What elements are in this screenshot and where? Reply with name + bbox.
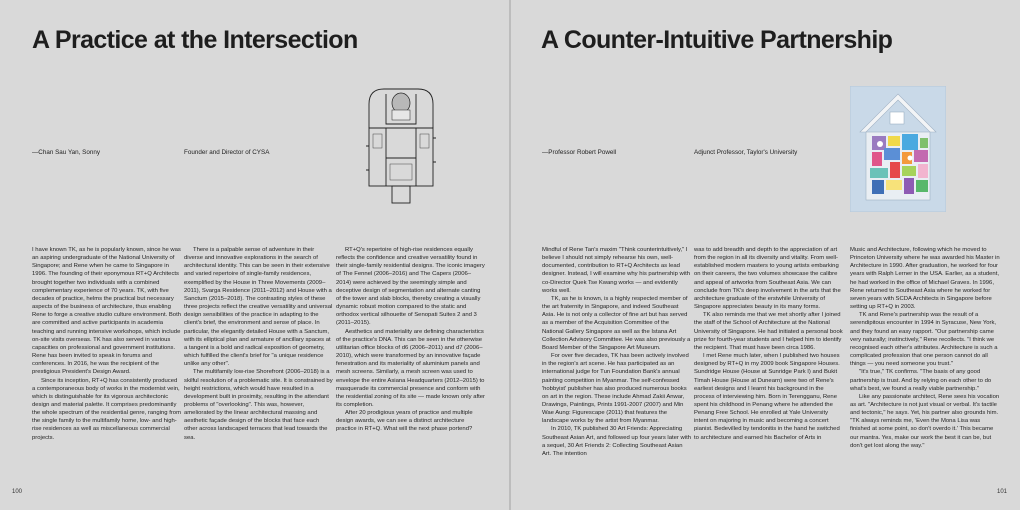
page-number: 101 bbox=[997, 489, 1008, 495]
paragraph: Since its inception, RT+Q has consistently produced a contemporaneous body of works in the modernist vein, which is distinguishable for its vigorous architectonic design and material palette. It comprises predominantly the whole spectrum of the residential genre, ranging from the single family to the multifamily home, low- and high-rise residences as well as miscellaneous commercial projects. bbox=[32, 377, 181, 441]
text-column-2 bbox=[184, 246, 334, 442]
paragraph: I met Rene much later, when I published two houses designed by RT+Q in my 2009 book Singapore Houses. Sundridge House (House at Sunridge Park I) and Bukit Timah House (House at Dunearn) were two of Rene's earliest designs and I learnt his background in the process of interviewing him. Born in Terengganu, Rene spent his childhood in Penang where he attended the Penang Free School. He enrolled at Yale University intent on majoring in music and becoming a concert pianist. Bedevilled by tendonitis in the hand he switched to architecture and earned his Bachelor of Arts in bbox=[694, 353, 840, 441]
floor-plan-drawing bbox=[366, 86, 436, 206]
author-name: —Chan Sau Yan, Sonny bbox=[32, 149, 101, 156]
paragraph: TK and Rene's partnership was the result of a serendipitous encounter in 1994 in Syracuse, New York, and they found an easy rapport. "Our partnership came very naturally; instinctively," Rene recollects. "I think we recognised each other's attributes. Architecture is such a complicated profession that one person cannot do all things — you need someone you trust." bbox=[850, 312, 998, 368]
paragraph: There is a palpable sense of adventure in their diverse and innovative explorations in the search of architectural identity. This can be seen in their extensive and varied repertoire of single-family residences, exemplified by the House in Three Movements (2009–2011), Svarga Residence (2011–2012) and House with a Sanctum (2015–2018). The contrasting styles of these three projects reflect the creative versatility and universal design sensibilities of the practice in adapting to the client's brief, the environment and sense of place. In particular, the elegantly detailed House with a Sanctum, with its elliptical plan and armature of ancillary spaces at a tangent is a bold and radical exposition of geometry, which fulfilled the client's brief for "a unique residence unlike any other". bbox=[184, 247, 333, 368]
paragraph: TK also reminds me that we met shortly after I joined the staff of the School of Architecture at the National University of Singapore. He had initiated a personal book prize for fourth-year students and I helped him to identify the recipient. That must have been circa 1986. bbox=[694, 312, 843, 351]
text-column-3 bbox=[850, 246, 1000, 450]
paragraph: Like any passionate architect, Rene sees his vocation as art. "Architecture is not just visual or verbal. It's tactile and tectonic," he says. Yet, his partner also grounds him. "TK always reminds me, 'Even the Mona Lisa was finished at some point, so don't overdo it.' This became our mantra. Yes, make our work the best it can be, but don't get lost along the way." bbox=[850, 393, 1000, 449]
paragraph: The multifamily low-rise Shorefront (2006–2018) is a skilful resolution of a problematic site. It is constrained by height restrictions, which would have resulted in a development built in proximity, resulting in the attendant problems of "overlooking". This was, however, ameliorated by the linear architectural massing and aesthetic façade design of the blocks that face each other across landscaped terraces that lead towards the sea. bbox=[184, 369, 333, 441]
text-column-2 bbox=[694, 246, 844, 442]
right-page bbox=[511, 0, 1020, 510]
text-column-3 bbox=[336, 246, 486, 434]
painting-image bbox=[850, 86, 946, 212]
page-title: A Counter-Intuitive Partnership bbox=[541, 26, 893, 54]
paragraph: TK, as he is known, is a highly respected member of the art fraternity in Singapore, and indeed Southeast Asia. He is not only a collector of fine art but has served as a member of the Acquisition Committee of the National Gallery Singapore as well as the Istana Art Collection Advisory Committee. He was also previously a Board Member of the Singapore Art Museum. bbox=[542, 295, 691, 351]
paragraph: After 20 prodigious years of practice and multiple design awards, we can see a distinct architecture practice in RT+Q. What will the next phase portend? bbox=[336, 410, 473, 433]
author-role: Founder and Director of CYSA bbox=[184, 149, 270, 156]
author-name: —Professor Robert Powell bbox=[542, 149, 617, 156]
left-page bbox=[0, 0, 509, 510]
page-number: 100 bbox=[12, 489, 23, 495]
text-column-1 bbox=[542, 246, 692, 458]
paragraph: RT+Q's repertoire of high-rise residences equally reflects the confidence and creative versatility found in their single-family residential designs. The iconic imagery of The Fennel (2006–2016) and The Capers (2006–2014) were achieved by the seemingly simple and deceptive design of segmentation and alternate canting of the tower and slab blocks, thereby creating a visually dynamic robust motion compared to the static and orthodox vertical silhouette of Senopati Suites 2 and 3 (2011–2015). bbox=[336, 247, 485, 327]
paragraph: "It's true," TK confirms. "The basis of any good partnership is trust. And by relying on each other to do what's best, we found a really viable partnership." bbox=[850, 369, 992, 392]
paragraph: was to add breadth and depth to the appreciation of art from the region in all its diversity and vitality. From well-established modern masters to young artists embarking on their careers, the two volumes showcase the calibre and appeal of artworks from Southeast Asia. We can conclude from TK's deep involvement in the arts that the architecture graduate of the erstwhile University of Singapore appreciates beauty in its many forms. bbox=[694, 247, 841, 311]
paragraph: Aesthetics and materiality are defining characteristics of the practice's DNA. This can be seen in the otherwise utilitarian office blocks of d6 (2006–2011) and d7 (2006–2010), which were transformed by an innovative façade fenestration and its materiality of aluminium panels and mesh screens. Similarly, a mesh screen was used to envelope the entire Asiana Headquarters (2012–2015) to masquerade its commercial presence and conform with the residential zoning of its site — made known only after its completion. bbox=[336, 328, 485, 408]
page-title: A Practice at the Intersection bbox=[32, 26, 358, 54]
text-column-1 bbox=[32, 246, 182, 442]
paragraph: Music and Architecture, following which he moved to Princeton University where he was awarded his Master in Architecture in 1990. After graduation, he worked for four years with Ralph Lerner in the USA. Earlier, as a student, he had worked in the office of Michael Graves. In 1996, Rene returned to Southeast Asia where he worked for seven years with SCDA Architects in Singapore before setting up RT+Q in 2003. bbox=[850, 247, 1000, 311]
paragraph: For over five decades, TK has been actively involved in the region's art scene. He has participated as an international judge for Tun Foundation Bank's annual painting competition in Myanmar. The self-confessed 'hobbyist' publisher has also produced numerous books on art in the region. These include Ahmad Zakii Anwar, Drawings, Paintings, Prints 1991-2007 (2007) and Min Wae Aung: Figurescape (2011) that features the landscape works by the artist from Myanmar. bbox=[542, 353, 689, 425]
paragraph: In 2010, TK published 30 Art Friends: Appreciating Southeast Asian Art, and followed up four years later with a sequel, 30 Art Friends 2: Collecting Southeast Asian Art. The intention bbox=[542, 426, 691, 457]
paragraph: Mindful of Rene Tan's maxim "Think counterintuitively," I believe I should not simply rehearse his own, well-documented, contribution to RT+Q Architects as lead designer. Instead, I will examine why his partnership with co-Director Quek Tse Kwang works — and evidently works well. bbox=[542, 247, 690, 294]
author-role: Adjunct Professor, Taylor's University bbox=[694, 149, 798, 156]
paragraph: I have known TK, as he is popularly known, since he was an aspiring undergraduate of the National University of Singapore; and Rene when he came to Singapore in 1996. The founding of their eponymous RT+Q Architects brought together two individuals with a combined complementary experience of 70 years. TK, with five decades of practice, helms the practical but necessary aspects of the business of architecture, thus enabling Rene to forge a creative studio culture environment. Both are committed and active participants in academia teaching and running intensive workshops, which include on-site visits overseas. TK has also served in various capacities on professional and government institutions. Rene has been invited to speak in forums and conferences. In 2016, he was the recipient of the prestigious President's Design Award. bbox=[32, 247, 181, 376]
